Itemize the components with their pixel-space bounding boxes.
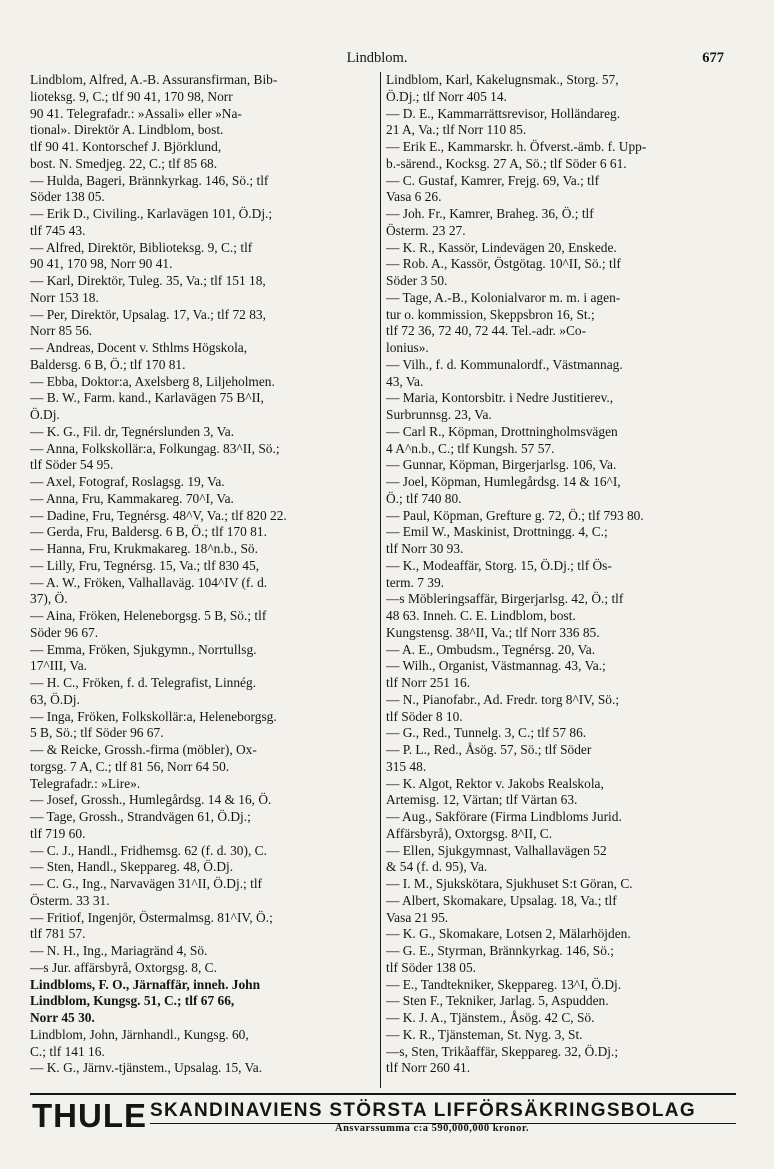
entry-line: Telegrafadr.: »Lire». — [30, 775, 141, 791]
directory-entry — [386, 524, 736, 558]
entry-line: — Joel, Köpman, Humlegårdsg. 14 & 16^I, — [386, 474, 621, 489]
directory-entry — [30, 742, 370, 792]
footer-tagline: SKANDINAVIENS STÖRSTA LIFFÖRSÄKRINGSBOLAG — [150, 1100, 696, 1121]
directory-entry — [30, 273, 370, 307]
entry-line: Lindbloms, F. O., Järnaffär, inneh. John — [30, 976, 261, 992]
entry-line: bost. N. Smedjeg. 22, C.; tlf 85 68. — [30, 155, 218, 171]
entry-line: — Tage, Grossh., Strandvägen 61, Ö.Dj.; — [30, 809, 251, 824]
entry-line: — C. G., Ing., Narvavägen 31^II, Ö.Dj.; tlf — [30, 876, 263, 891]
entry-line: & 54 (f. d. 95), Va. — [386, 859, 488, 875]
entry-line: — Per, Direktör, Upsalag. 17, Va.; tlf 72 83, — [30, 306, 266, 322]
entry-line: — Joh. Fr., Kamrer, Braheg. 36, Ö.; tlf — [386, 206, 594, 221]
entry-line: — Tage, A.-B., Kolonialvaror m. m. i agen- — [386, 289, 621, 305]
page-number: 677 — [702, 50, 724, 66]
directory-entry — [30, 206, 370, 240]
entry-line: — Fritiof, Ingenjör, Östermalmsg. 81^IV, Ö.; — [30, 909, 273, 925]
directory-entry — [30, 960, 370, 977]
directory-entry — [386, 206, 736, 240]
entry-line: — Hanna, Fru, Krukmakareg. 18^n.b., Sö. — [30, 541, 258, 556]
entry-line: — Gunnar, Köpman, Birgerjarlsg. 106, Va. — [386, 457, 617, 473]
entry-line: Lindblom, Kungsg. 51, C.; tlf 67 66, — [30, 993, 235, 1009]
directory-entry — [30, 374, 370, 391]
directory-entry — [386, 1027, 736, 1044]
entry-line: — Andreas, Docent v. Sthlms Högskola, — [30, 340, 248, 355]
entry-line: Artemisg. 12, Värtan; tlf Värtan 63. — [386, 792, 578, 808]
entry-line: tlf Söder 54 95. — [30, 457, 114, 473]
directory-entry — [386, 658, 736, 692]
entry-line: — Erik E., Kammarskr. h. Öfverst.-ämb. f. Upp- — [386, 139, 647, 154]
directory-entry — [386, 558, 736, 592]
directory-entry — [386, 809, 736, 843]
entry-line: — G. E., Styrman, Brännkyrkag. 146, Sö.; — [386, 943, 614, 958]
page-title: Lindblom. — [346, 50, 408, 66]
directory-entry — [30, 642, 370, 676]
entry-line: 48 63. Inneh. C. E. Lindblom, bost. — [386, 608, 576, 623]
entry-line: 21 A, Va.; tlf Norr 110 85. — [386, 122, 527, 138]
entry-line: — Wilh., Organist, Västmannag. 43, Va.; — [386, 658, 606, 674]
footer-top-rule — [30, 1093, 736, 1095]
directory-entry — [386, 474, 736, 508]
entry-line: — K. J. A., Tjänstem., Åsög. 42 C, Sö. — [386, 1010, 595, 1025]
entry-line: — Ebba, Doktor:a, Axelsberg 8, Liljeholmen. — [30, 373, 275, 389]
entry-line: Affärsbyrå), Oxtorgsg. 8^II, C. — [386, 825, 553, 841]
entry-line: — Inga, Fröken, Folkskollär:a, Heleneborgsg. — [30, 708, 277, 724]
directory-entry — [30, 876, 370, 910]
entry-line: lonius». — [386, 340, 429, 355]
directory-entry — [386, 357, 736, 391]
entry-line: Kungstensg. 38^II, Va.; tlf Norr 336 85. — [386, 624, 600, 640]
entry-line: torgsg. 7 A, C.; tlf 81 56, Norr 64 50. — [30, 758, 230, 774]
entry-line: Ö.; tlf 740 80. — [386, 490, 462, 506]
entry-line: — Axel, Fotograf, Roslagsg. 19, Va. — [30, 474, 225, 489]
directory-entry — [30, 675, 370, 709]
entry-line: — H. C., Fröken, f. d. Telegrafist, Linnég. — [30, 675, 257, 690]
directory-entry — [30, 859, 370, 876]
entry-line: Norr 153 18. — [30, 289, 99, 305]
entry-line: Söder 3 50. — [386, 273, 448, 288]
directory-entry — [30, 72, 370, 173]
entry-line: Lindblom, Karl, Kakelugnsmak., Storg. 57, — [386, 72, 619, 87]
entry-line: 4 A^n.b., C.; tlf Kungsh. 57 57. — [386, 440, 555, 456]
entry-line: — Dadine, Fru, Tegnérsg. 48^V, Va.; tlf 820 22. — [30, 507, 287, 523]
directory-entry — [30, 792, 370, 809]
directory-entry — [30, 424, 370, 441]
footer-insurance-sum: Ansvarssumma c:a 590,000,000 kronor. — [335, 1123, 530, 1134]
entry-line: tlf Norr 260 41. — [386, 1060, 471, 1076]
directory-entry — [386, 139, 736, 173]
entry-line: — G., Red., Tunnelg. 3, C.; tlf 57 86. — [386, 725, 587, 741]
directory-entry — [30, 508, 370, 525]
entry-line: — E., Tandtekniker, Skeppareg. 13^I, Ö.Dj. — [386, 976, 622, 992]
entry-line: — Anna, Folkskollär:a, Folkungag. 83^II, Sö.; — [30, 440, 280, 456]
directory-entry — [30, 240, 370, 274]
entry-line: — Josef, Grossh., Humlegårdsg. 14 & 16, Ö. — [30, 792, 272, 808]
entry-line: tur o. kommission, Skeppsbron 16, St.; — [386, 306, 595, 322]
entry-line: term. 7 39. — [386, 574, 445, 590]
entry-line: C.; tlf 141 16. — [30, 1043, 105, 1059]
entry-line: 5 B, Sö.; tlf Söder 96 67. — [30, 725, 164, 741]
entry-line: — I. M., Sjukskötara, Sjukhuset S:t Göran, C. — [386, 876, 633, 891]
directory-entry — [30, 809, 370, 843]
directory-entry — [386, 776, 736, 810]
directory-entry — [386, 106, 736, 140]
entry-line: — Emma, Fröken, Sjukgymn., Norrtullsg. — [30, 641, 257, 657]
entry-line: tlf Norr 30 93. — [386, 541, 464, 556]
entry-line: — Emil W., Maskinist, Drottningg. 4, C.; — [386, 524, 608, 540]
entry-line: — K. Algot, Rektor v. Jakobs Realskola, — [386, 775, 604, 791]
directory-entry — [386, 424, 736, 458]
directory-entry — [386, 508, 736, 525]
entry-line: 315 48. — [386, 758, 427, 774]
directory-entry — [386, 290, 736, 357]
entry-line: — K. G., Järnv.-tjänstem., Upsalag. 15, Va. — [30, 1060, 263, 1076]
entry-line: — A. W., Fröken, Valhallaväg. 104^IV (f. d. — [30, 574, 268, 590]
directory-entry — [30, 1060, 370, 1077]
directory-entry — [386, 457, 736, 474]
entry-line: lioteksg. 9, C.; tlf 90 41, 170 98, Norr — [30, 88, 233, 104]
entry-line: Ö.Dj.; tlf Norr 405 14. — [386, 88, 507, 104]
entry-line: — K. R., Tjänsteman, St. Nyg. 3, St. — [386, 1026, 583, 1042]
entry-line: — Karl, Direktör, Tuleg. 35, Va.; tlf 151 18, — [30, 273, 266, 288]
directory-entry — [30, 340, 370, 374]
directory-entry — [30, 524, 370, 541]
entry-line: — Vilh., f. d. Kommunalordf., Västmannag. — [386, 356, 623, 372]
entry-line: Söder 138 05. — [30, 189, 105, 205]
entry-line: — Gerda, Fru, Baldersg. 6 B, Ö.; tlf 170 81. — [30, 524, 267, 540]
entry-line: — Ellen, Sjukgymnast, Valhallavägen 52 — [386, 842, 607, 858]
entry-line: 17^III, Va. — [30, 658, 87, 674]
entry-line: — Paul, Köpman, Grefture g. 72, Ö.; tlf 793 80. — [386, 507, 644, 523]
directory-entry — [30, 910, 370, 944]
entry-line: tlf 72 36, 72 40, 72 44. Tel.-adr. »Co- — [386, 323, 587, 339]
entry-line: — Erik D., Civiling., Karlavägen 101, Ö.Dj.; — [30, 206, 273, 221]
entry-line: — C. Gustaf, Kamrer, Frejg. 69, Va.; tlf — [386, 172, 600, 188]
directory-entry — [386, 642, 736, 659]
directory-entry — [30, 307, 370, 341]
entry-line: Baldersg. 6 B, Ö.; tlf 170 81. — [30, 356, 186, 372]
entry-line: Norr 85 56. — [30, 323, 93, 339]
directory-entry — [30, 474, 370, 491]
entry-line: — C. J., Handl., Fridhemsg. 62 (f. d. 30), C. — [30, 842, 267, 858]
entry-line: Lindblom, John, Järnhandl., Kungsg. 60, — [30, 1026, 249, 1042]
entry-line: — Lilly, Fru, Tegnérsg. 15, Va.; tlf 830 45, — [30, 557, 260, 573]
entry-line: — Rob. A., Kassör, Östgötag. 10^II, Sö.; tlf — [386, 256, 621, 272]
directory-entry — [386, 256, 736, 290]
entry-line: — K. G., Fil. dr, Tegnérslunden 3, Va. — [30, 423, 235, 439]
directory-entry — [386, 742, 736, 776]
entry-line: — Albert, Skomakare, Upsalag. 18, Va.; tlf — [386, 892, 617, 908]
directory-entry — [386, 843, 736, 877]
directory-column-right — [386, 72, 736, 1077]
entry-line: — A. E., Ombudsm., Tegnérsg. 20, Va. — [386, 641, 596, 657]
entry-line: 43, Va. — [386, 373, 424, 389]
directory-entry — [386, 893, 736, 927]
directory-entry — [30, 541, 370, 558]
entry-line: —s Möbleringsaffär, Birgerjarlsg. 42, Ö.; tlf — [386, 591, 624, 607]
entry-line: tlf 781 57. — [30, 926, 86, 942]
entry-line: tlf 90 41. Kontorschef J. Björklund, — [30, 139, 222, 154]
entry-line: Lindblom, Alfred, A.-B. Assuransfirman, Bib- — [30, 72, 278, 87]
directory-entry — [30, 943, 370, 960]
directory-entry — [30, 491, 370, 508]
entry-line: tional». Direktör A. Lindblom, bost. — [30, 122, 224, 138]
entry-line: — K. G., Skomakare, Lotsen 2, Mälarhöjden. — [386, 926, 631, 942]
entry-line: tlf 745 43. — [30, 222, 86, 238]
entry-line: — N. H., Ing., Mariagränd 4, Sö. — [30, 943, 208, 958]
entry-line: Vasa 21 95. — [386, 909, 449, 925]
entry-line: Ö.Dj. — [30, 407, 60, 422]
entry-line: — & Reicke, Grossh.-firma (möbler), Ox- — [30, 742, 257, 757]
entry-line: — Sten, Handl., Skeppareg. 48, Ö.Dj. — [30, 859, 234, 875]
entry-line: tlf Norr 251 16. — [386, 675, 471, 690]
entry-line: — K. R., Kassör, Lindevägen 20, Enskede. — [386, 239, 617, 255]
page-header — [30, 50, 724, 70]
directory-entry — [386, 993, 736, 1010]
directory-entry — [386, 926, 736, 943]
advertisement-footer — [30, 1093, 736, 1133]
entry-line: 37), Ö. — [30, 591, 68, 607]
directory-entry — [386, 1044, 736, 1078]
entry-line: — K., Modeaffär, Storg. 15, Ö.Dj.; tlf Ös- — [386, 557, 612, 573]
entry-line: —s, Sten, Trikåaffär, Skeppareg. 32, Ö.Dj.; — [386, 1043, 619, 1059]
directory-column-left — [30, 72, 370, 1077]
directory-entry — [386, 173, 736, 207]
entry-line: — Alfred, Direktör, Biblioteksg. 9, C.; tlf — [30, 239, 253, 255]
directory-entry — [30, 608, 370, 642]
directory-entry — [386, 240, 736, 257]
entry-line: — B. W., Farm. kand., Karlavägen 75 B^II, — [30, 390, 264, 406]
directory-entry — [386, 692, 736, 726]
directory-entry — [386, 977, 736, 994]
column-divider — [380, 72, 381, 1088]
entry-line: Söder 96 67. — [30, 624, 99, 640]
entry-line: tlf 719 60. — [30, 825, 86, 841]
entry-line: — D. E., Kammarrättsrevisor, Holländareg. — [386, 105, 621, 121]
entry-line: — Hulda, Bageri, Brännkyrkag. 146, Sö.; tlf — [30, 172, 269, 188]
entry-line: tlf Söder 138 05. — [386, 959, 477, 975]
directory-entry — [30, 558, 370, 575]
directory-entry — [30, 1027, 370, 1061]
directory-entry — [30, 390, 370, 424]
entry-line: Norr 45 30. — [30, 1010, 95, 1025]
directory-entry — [386, 876, 736, 893]
entry-line: — Anna, Fru, Kammakareg. 70^I, Va. — [30, 490, 234, 506]
entry-line: b.-särend., Kocksg. 27 A, Sö.; tlf Söder 6 61. — [386, 155, 627, 171]
entry-line: Vasa 6 26. — [386, 189, 442, 205]
entry-line: — Sten F., Tekniker, Jarlag. 5, Aspudden. — [386, 993, 609, 1009]
directory-entry — [30, 575, 370, 609]
entry-line: 90 41. Telegrafadr.: »Assali» eller »Na- — [30, 105, 242, 121]
entry-line: 63, Ö.Dj. — [30, 691, 80, 707]
directory-entry — [30, 843, 370, 860]
entry-line: — Aug., Sakförare (Firma Lindbloms Jurid. — [386, 809, 622, 824]
entry-line: Österm. 33 31. — [30, 892, 110, 908]
entry-line: Österm. 23 27. — [386, 222, 466, 238]
directory-entry — [30, 709, 370, 743]
footer-brand: THULE — [32, 1097, 147, 1134]
directory-entry — [386, 72, 736, 106]
directory-entry — [386, 591, 736, 641]
entry-line: 90 41, 170 98, Norr 90 41. — [30, 256, 173, 272]
entry-line: — Aina, Fröken, Heleneborgsg. 5 B, Sö.; tlf — [30, 608, 267, 623]
directory-entry — [386, 1010, 736, 1027]
entry-line: Surbrunnsg. 23, Va. — [386, 407, 492, 422]
directory-entry — [30, 977, 370, 1027]
directory-entry — [30, 173, 370, 207]
entry-line: — P. L., Red., Åsög. 57, Sö.; tlf Söder — [386, 742, 592, 757]
directory-entry — [30, 441, 370, 475]
directory-entry — [386, 390, 736, 424]
entry-line: — N., Pianofabr., Ad. Fredr. torg 8^IV, Sö.; — [386, 691, 620, 707]
directory-entry — [386, 943, 736, 977]
directory-entry — [386, 725, 736, 742]
entry-line: — Carl R., Köpman, Drottningholmsvägen — [386, 423, 618, 439]
entry-line: tlf Söder 8 10. — [386, 708, 463, 724]
entry-line: —s Jur. affärsbyrå, Oxtorgsg. 8, C. — [30, 959, 217, 975]
entry-line: — Maria, Kontorsbitr. i Nedre Justitierev., — [386, 390, 614, 406]
